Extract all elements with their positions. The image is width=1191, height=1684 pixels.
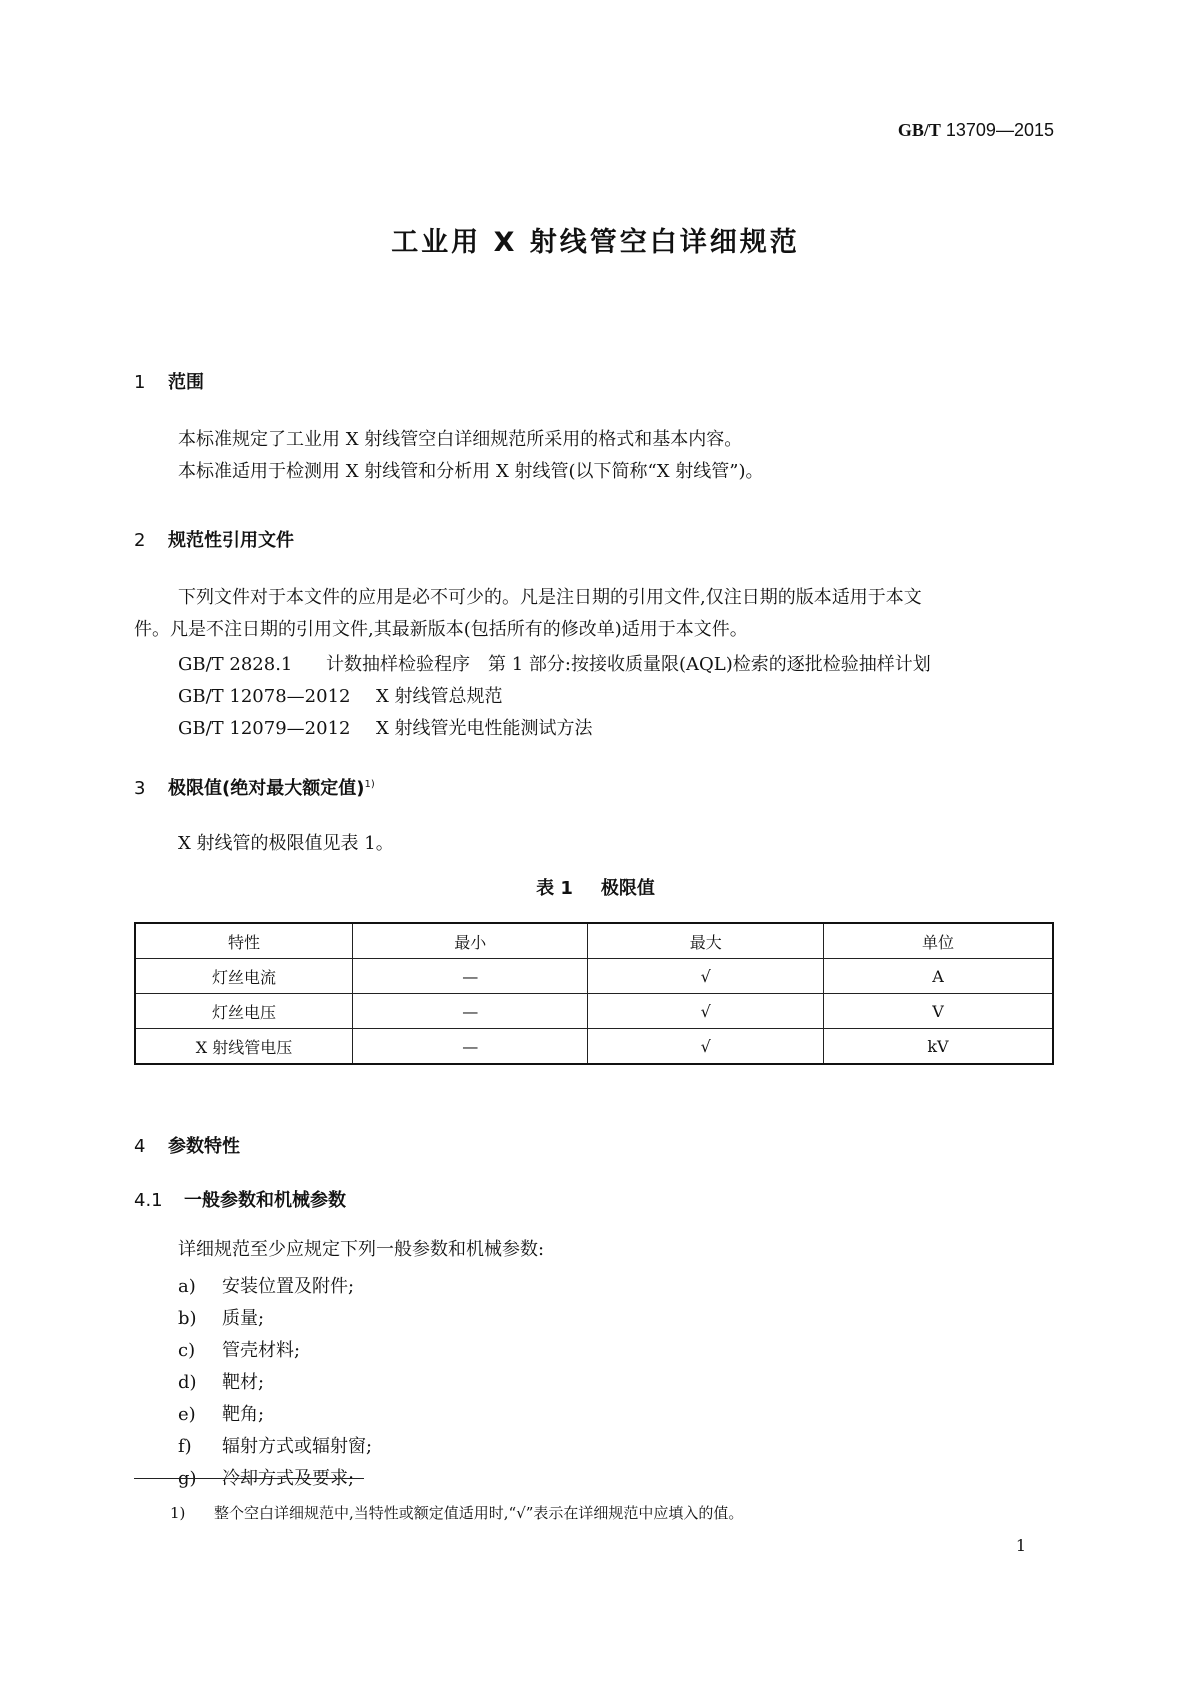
list-item <box>178 1400 264 1426</box>
footnote <box>170 1502 743 1523</box>
list-marker: b) <box>178 1308 197 1329</box>
standard-code <box>898 120 1054 141</box>
list-text: 安装位置及附件; <box>222 1276 355 1297</box>
reference-title: X 射线管总规范 <box>376 686 503 707</box>
standard-number: 13709—2015 <box>945 120 1054 140</box>
list-item <box>178 1272 354 1298</box>
reference-code: GB/T 12079—2012 <box>178 718 351 739</box>
list-item <box>178 1336 300 1362</box>
table-cell: — <box>353 994 588 1029</box>
list-text: 靶材; <box>222 1372 265 1393</box>
table-cell: kV <box>823 1029 1053 1065</box>
table-cell: 灯丝电流 <box>135 959 353 994</box>
table-cell: V <box>823 994 1053 1029</box>
document-title: 工业用 X 射线管空白详细规范 <box>391 227 800 258</box>
list-marker: f) <box>178 1436 192 1457</box>
section-1-heading <box>134 368 204 394</box>
normative-reference <box>178 714 593 740</box>
column-header: 最小 <box>353 923 588 959</box>
normative-reference <box>178 682 503 708</box>
list-marker: g) <box>178 1468 197 1489</box>
standard-prefix: GB/T <box>897 120 941 140</box>
table-row <box>135 994 1053 1029</box>
section-number: 3 <box>134 778 146 799</box>
section-1-para-1: 本标准规定了工业用 X 射线管空白详细规范所采用的格式和基本内容。 <box>178 429 743 450</box>
section-number: 1 <box>134 372 146 393</box>
limits-table <box>134 922 1054 1065</box>
list-text: 冷却方式及要求; <box>222 1468 355 1489</box>
list-marker: a) <box>178 1276 196 1297</box>
reference-title: X 射线管光电性能测试方法 <box>376 718 593 739</box>
section-title: 范围 <box>168 372 204 393</box>
section-number: 2 <box>134 530 146 551</box>
list-item <box>178 1464 354 1490</box>
list-marker: c) <box>178 1340 196 1361</box>
list-item <box>178 1432 372 1458</box>
footnote-divider <box>134 1478 364 1479</box>
table-cell: — <box>353 1029 588 1065</box>
column-header: 特性 <box>135 923 353 959</box>
list-marker: d) <box>178 1372 197 1393</box>
table-number: 表 1 <box>536 878 573 899</box>
footnote-reference[interactable]: 1) <box>364 779 375 790</box>
section-title: 极限值(绝对最大额定值) <box>168 778 365 799</box>
table-cell: √ <box>588 994 823 1029</box>
list-item <box>178 1368 264 1394</box>
normative-reference <box>178 650 931 676</box>
table-cell: 灯丝电压 <box>135 994 353 1029</box>
table-cell: A <box>823 959 1053 994</box>
table-row <box>135 959 1053 994</box>
section-4-1-heading <box>134 1186 346 1212</box>
section-4-1-intro: 详细规范至少应规定下列一般参数和机械参数: <box>178 1239 545 1260</box>
table-header-row <box>135 923 1053 959</box>
reference-code: GB/T 12078—2012 <box>178 686 351 707</box>
section-1-para-2: 本标准适用于检测用 X 射线管和分析用 X 射线管(以下简称“X 射线管”)。 <box>178 461 764 482</box>
list-text: 辐射方式或辐射窗; <box>222 1436 373 1457</box>
column-header: 最大 <box>588 923 823 959</box>
footnote-marker: 1) <box>170 1504 186 1522</box>
list-text: 质量; <box>222 1308 265 1329</box>
section-title: 参数特性 <box>168 1136 240 1157</box>
footnote-text: 整个空白详细规范中,当特性或额定值适用时,“√”表示在详细规范中应填入的值。 <box>214 1504 744 1522</box>
section-title: 一般参数和机械参数 <box>184 1190 346 1211</box>
section-number: 4.1 <box>134 1190 163 1211</box>
section-3-heading <box>134 774 375 800</box>
table-row <box>135 1029 1053 1065</box>
page-number: 1 <box>1015 1536 1026 1555</box>
section-number: 4 <box>134 1136 146 1157</box>
table-cell: √ <box>588 959 823 994</box>
list-text: 管壳材料; <box>222 1340 301 1361</box>
column-header: 单位 <box>823 923 1053 959</box>
list-item <box>178 1304 264 1330</box>
section-2-intro-line-2: 件。凡是不注日期的引用文件,其最新版本(包括所有的修改单)适用于本文件。 <box>134 619 748 640</box>
table-cell: X 射线管电压 <box>135 1029 353 1065</box>
table-cell: √ <box>588 1029 823 1065</box>
reference-code: GB/T 2828.1 <box>178 654 293 675</box>
list-marker: e) <box>178 1404 196 1425</box>
list-text: 靶角; <box>222 1404 265 1425</box>
section-4-heading <box>134 1132 240 1158</box>
section-title: 规范性引用文件 <box>168 530 294 551</box>
section-2-intro-line-1: 下列文件对于本文件的应用是必不可少的。凡是注日期的引用文件,仅注日期的版本适用于本文 <box>178 587 922 608</box>
table-cell: — <box>353 959 588 994</box>
section-3-para: X 射线管的极限值见表 1。 <box>178 833 394 854</box>
section-2-heading <box>134 526 294 552</box>
table-caption <box>0 874 1191 900</box>
reference-title: 计数抽样检验程序 第 1 部分:按接收质量限(AQL)检索的逐批检验抽样计划 <box>326 654 931 675</box>
table-title: 极限值 <box>600 878 655 899</box>
